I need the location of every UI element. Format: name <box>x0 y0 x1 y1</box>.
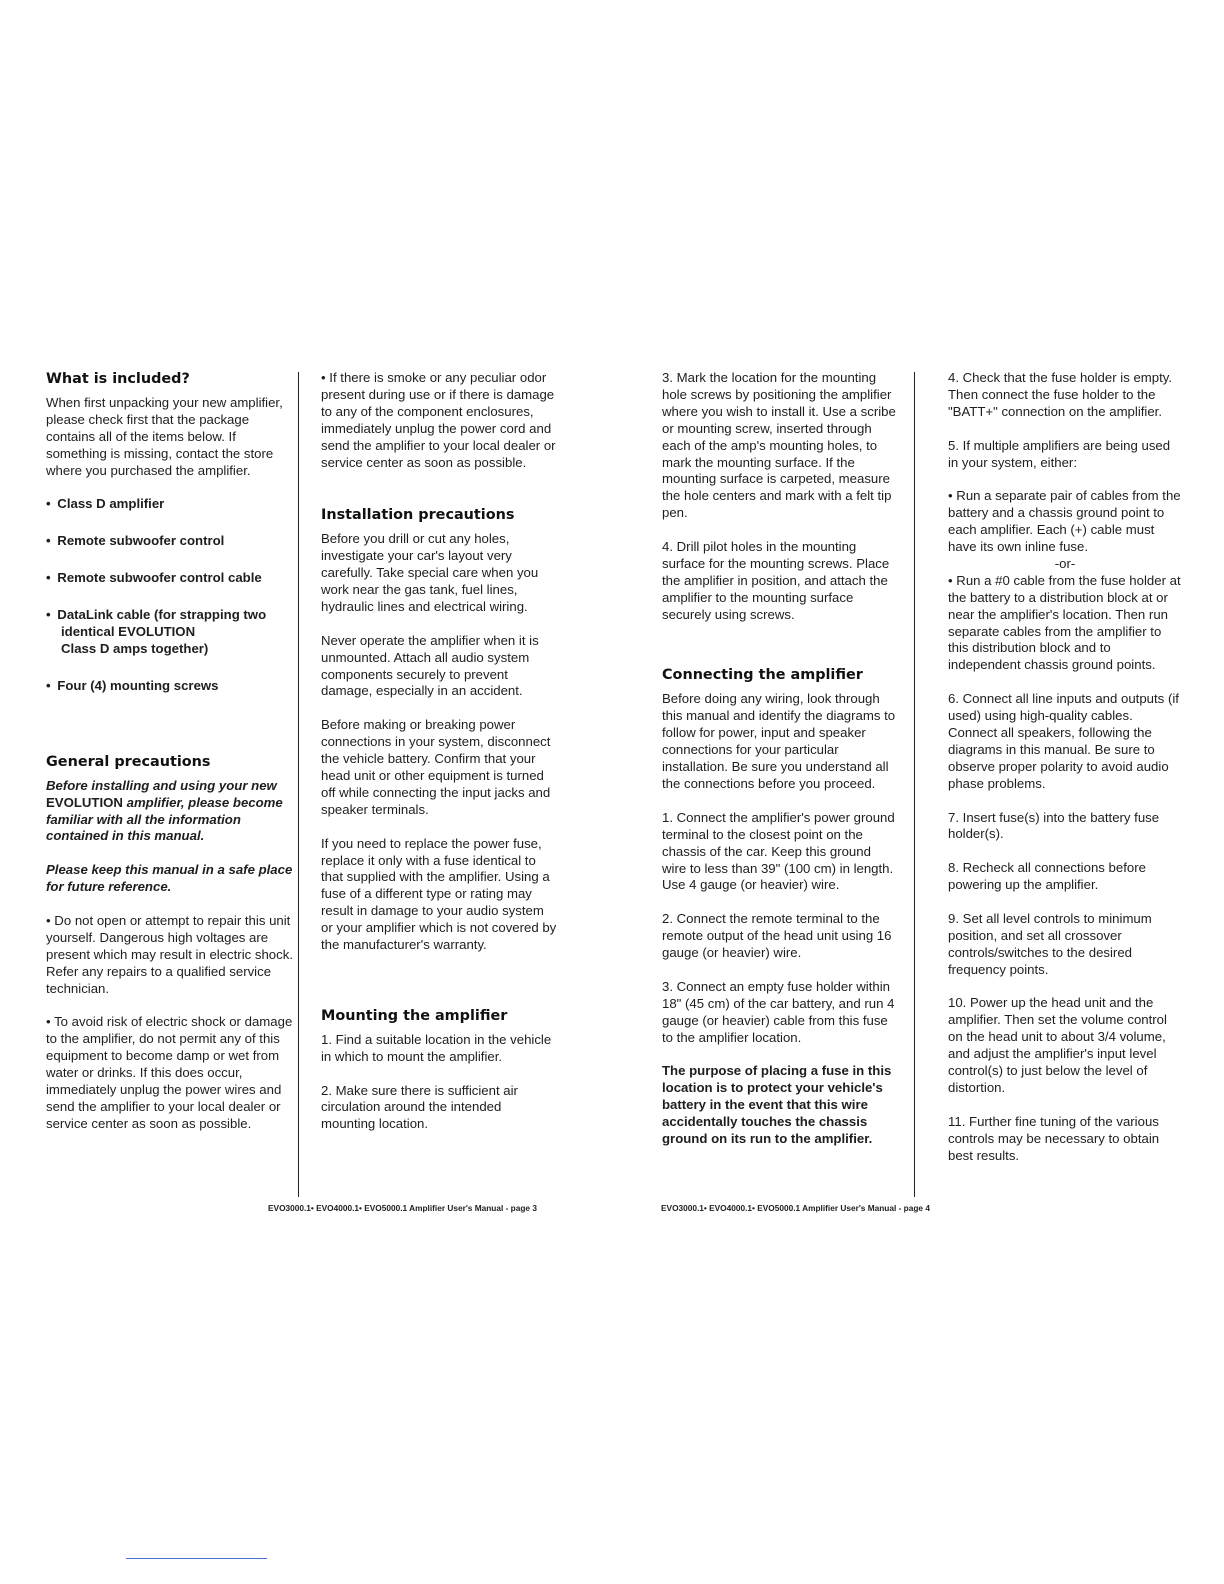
paragraph-option-separate-cables: • Run a separate pair of cables from the battery and a chassis ground point to each amplifier. Each (+) cable must have its own inline fuse. <box>948 488 1181 555</box>
paragraph-mount-step-4: 4. Drill pilot holes in the mounting surface for the mounting screws. Place the amplifier in position, and attach the amplifier to the mounting surface securely using screws. <box>662 539 890 622</box>
column-divider <box>914 372 915 1197</box>
page-footer-3: EVO3000.1• EVO4000.1• EVO5000.1 Amplifier User's Manual - page 3 <box>268 1203 537 1213</box>
column-divider <box>298 372 299 1197</box>
list-item: • Four (4) mounting screws <box>46 677 219 693</box>
paragraph-mount-step-1: 1. Find a suitable location in the vehicle in which to mount the amplifier. <box>321 1031 552 1064</box>
paragraph-fuse-purpose: The purpose of placing a fuse in this location is to protect your vehicle's battery in the event that this wire accidentally touches the chassis ground on its run to the amplifier. <box>662 1063 892 1146</box>
paragraph-connect-step-6: 6. Connect all line inputs and outputs (if used) using high-quality cables. Connect all speakers, following the diagrams in this manual. Be sure to observe proper polarity to avoid audio phase problems. <box>948 691 1179 791</box>
list-item: • Class D amplifier <box>46 496 165 512</box>
included-items-list <box>46 496 298 694</box>
paragraph-connect-step-3: 3. Connect an empty fuse holder within 18" (45 cm) of the car battery, and run 4 gauge (or heavier) cable from this fuse to the amplifier location. <box>662 978 895 1045</box>
paragraph-connect-step-2: 2. Connect the remote terminal to the remote output of the head unit using 16 gauge (or heavier) wire. <box>662 911 892 961</box>
paragraph-connect-step-9: 9. Set all level controls to minimum position, and set all crossover controls/switches to the desired frequency points. <box>948 910 1152 977</box>
heading-connecting: Connecting the amplifier <box>662 667 863 684</box>
heading-what-included: What is included? <box>46 371 190 387</box>
column-what-included-general <box>46 370 298 1150</box>
paragraph-electric-shock: • To avoid risk of electric shock or damage to the amplifier, do not permit any of this equipment to become damp or wet from water or drinks. If this does occur, immediately unplug the power wires and send the amplifier to your local dealer or service center as soon as possible. <box>46 1014 293 1131</box>
paragraph-do-not-open: • Do not open or attempt to repair this unit yourself. Dangerous high voltages are present which may result in electric shock. Refer any repairs to a qualified service technician. <box>46 912 293 996</box>
paragraph-wiring-intro: Before doing any wiring, look through this manual and identify the diagrams to follow for power, input and speaker connections for your particular installation. Be sure you understand all the connections before you proceed. <box>662 691 896 791</box>
paragraph-smoke: • If there is smoke or any peculiar odor present during use or if there is damage to any of the component enclosures, immediately unplug the power cord and send the amplifier to your local dealer or service center as soon as possible. <box>321 370 556 470</box>
decorative-rule <box>126 1558 267 1559</box>
paragraph-connect-step-8: 8. Recheck all connections before powering up the amplifier. <box>948 860 1146 893</box>
paragraph-fuse-replacement: If you need to replace the power fuse, replace it only with a fuse identical to that supplied with the amplifier. Using a fuse of a different type or rating may result in damage to your audio system or your amplifier which is not covered by the manufacturer's warranty. <box>321 835 557 953</box>
paragraph-connect-step-11: 11. Further fine tuning of the various controls may be necessary to obtain best results. <box>948 1113 1160 1163</box>
heading-installation-precautions: Installation precautions <box>321 507 515 524</box>
heading-general-precautions: General precautions <box>46 753 211 770</box>
column-mounting-connecting <box>662 370 896 1165</box>
paragraph-keep-manual: Please keep this manual in a safe place for future reference. <box>46 862 293 895</box>
column-connecting-continued <box>948 370 1182 1181</box>
paragraph-connect-step-5: 5. If multiple amplifiers are being used in your system, either: <box>948 437 1171 470</box>
list-item: • Remote subwoofer control cable <box>46 570 262 586</box>
or-separator: -or- <box>1054 555 1076 571</box>
paragraph-connect-step-4: 4. Check that the fuse holder is empty. Then connect the fuse holder to the "BATT+" connection on the amplifier. <box>948 370 1173 419</box>
paragraph-unpacking: When first unpacking your new amplifier, please check first that the package contains all of the items below. If something is missing, contact the store where you purchased the amplifier. <box>46 395 283 478</box>
paragraph-familiarize-note: Before installing and using your new EVOLUTION amplifier, please become familiar with all the information contained in this manual. <box>46 777 283 844</box>
paragraph-power-connections: Before making or breaking power connections in your system, disconnect the vehicle battery. Confirm that your head unit or other equipment is turned off while connecting the input jacks and speaker terminals. <box>321 717 551 817</box>
heading-mounting: Mounting the amplifier <box>321 1007 508 1024</box>
paragraph-connect-step-1: 1. Connect the amplifier's power ground terminal to the closest point on the chassis of the car. Keep this ground wire to less than 39" (100 cm) in length. Use 4 gauge (or heavier) wire. <box>662 809 895 893</box>
paragraph-unmounted: Never operate the amplifier when it is unmounted. Attach all audio system components securely to prevent damage, especially in an accident. <box>321 632 539 699</box>
paragraph-mount-step-2: 2. Make sure there is sufficient air circulation around the intended mounting location. <box>321 1082 518 1132</box>
page-footer-4: EVO3000.1• EVO4000.1• EVO5000.1 Amplifier User's Manual - page 4 <box>661 1203 930 1213</box>
list-item-datalink: • DataLink cable (for strapping two identical EVOLUTION Class D amps together) <box>46 607 267 656</box>
column-installation-mounting <box>321 370 559 1150</box>
list-item: • Remote subwoofer control <box>46 533 225 549</box>
paragraph-connect-step-7: 7. Insert fuse(s) into the battery fuse holder(s). <box>948 809 1160 842</box>
paragraph-mount-step-3: 3. Mark the location for the mounting hole screws by positioning the amplifier where you wish to install it. Use a scribe or mounting screw, inserted through each of the amp's mounting holes, to mark the mounting surface. If the mounting surface is carpeted, measure the hole centers and mark with a felt tip pen. <box>662 370 896 521</box>
paragraph-drill: Before you drill or cut any holes, investigate your car's layout very carefully. Take special care when you work near the gas tank, fuel lines, hydraulic lines and electrical wiring. <box>321 531 539 614</box>
paragraph-option-distribution-block: • Run a #0 cable from the fuse holder at the battery to a distribution block at or near the amplifier's location. Then run separate cables from the amplifier to this distribution block and to independent chassis ground points. <box>948 572 1181 673</box>
paragraph-connect-step-10: 10. Power up the head unit and the amplifier. Then set the volume control on the head unit to about 3/4 volume, and adjust the amplifier's input level control(s) to just below the level of distortion. <box>948 995 1167 1095</box>
